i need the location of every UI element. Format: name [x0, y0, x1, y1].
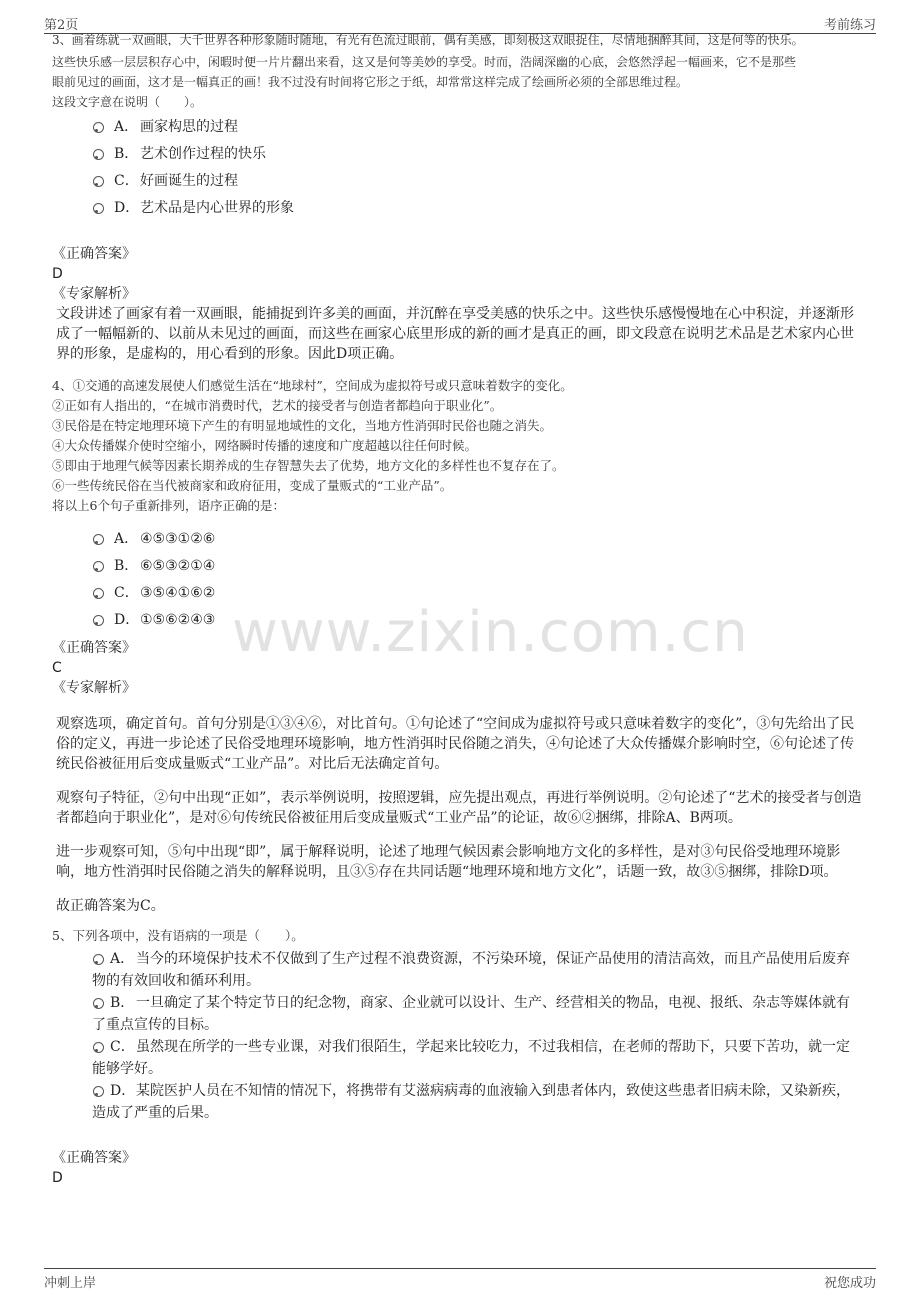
q5-option-c[interactable] [52, 1036, 862, 1080]
option-text: 画家构思的过程 [140, 119, 238, 135]
option-text: 当今的环境保护技术不仅做到了生产过程不浪费资源，不污染环境，保证产品使用的清洁高效，而且产品使用后废弃物的有效回收和循环利用。 [92, 951, 850, 989]
q3-option-d[interactable] [52, 197, 862, 224]
option-text: ⑥⑤③②①④ [140, 558, 216, 574]
q4-answer: C [52, 660, 62, 676]
radio-icon[interactable] [93, 1086, 104, 1097]
option-text: 好画诞生的过程 [140, 173, 238, 189]
option-text: ④⑤③①②⑥ [140, 531, 216, 547]
option-text: 某院医护人员在不知情的情况下，将携带有艾滋病病毒的血液输入到患者体内，致使这些患者旧病未除，又染新疾，造成了严重的后果。 [92, 1083, 850, 1121]
q4-options [52, 528, 862, 636]
question-5 [52, 926, 862, 1188]
q3-passage-line: 眼前见过的画面，这才是一幅真正的画！我不过没有时间将它形之于纸，却常常这样完成了绘画所必须的全部思维过程。 [52, 75, 689, 89]
q4-option-a[interactable] [52, 528, 862, 555]
q5-option-b[interactable] [52, 992, 862, 1036]
q3-option-a[interactable] [52, 116, 862, 143]
q4-question: 将以上6个句子重新排列，语序正确的是： [52, 498, 285, 513]
q3-passage-line: 3、画着练就一双画眼，大千世界各种形象随时随地，有光有色流过眼前，偶有美感，即刻极这双眼捉住，尽情地捆醉其间，这是何等的快乐。 [52, 34, 804, 46]
q3-answer-label: 《正确答案》 [52, 246, 136, 262]
footer-left-text: 冲刺上岸 [44, 1276, 97, 1291]
q3-passage-line: 这些快乐感一层层积存心中，闲暇时便一片片翻出来看，这又是何等美妙的享受。时而，浩阔深幽的心底，会悠然浮起一幅画来，它不是那些 [52, 55, 797, 69]
q4-analysis-label: 《专家解析》 [52, 680, 136, 696]
option-text: 虽然现在所学的一些专业课，对我们很陌生，学起来比较吃力，不过我相信，在老师的帮助下，只要下苦功，就一定能够学好。 [92, 1039, 850, 1077]
option-letter: D． [114, 612, 140, 628]
q5-answer-label: 《正确答案》 [52, 1150, 136, 1166]
q4-sentence: ②正如有人指出的，“在城市消费时代，艺术的接受者与创造者都趋向于职业化”。 [52, 398, 503, 413]
q4-sentence: ④大众传播媒介使时空缩小，网络瞬时传播的速度和广度超越以往任何时候。 [52, 438, 478, 453]
page-content [52, 36, 862, 1188]
q4-analysis-paragraph: 观察句子特征，②句中出现“正如”，表示举例说明，按照逻辑，应先提出观点，再进行举例说明。②句论述了“艺术的接受者与创造者都趋向于职业化”，是对⑥句传统民俗被征用后变成量贩式“工业产品”的论证，故⑥②捆绑，排除A、B两项。 [56, 790, 862, 826]
option-text: 一旦确定了某个特定节日的纪念物，商家、企业就可以设计、生产、经营相关的物品，电视、报纸、杂志等媒体就有了重点宣传的目标。 [92, 995, 850, 1033]
q4-sentence: ⑤即由于地理气候等因素长期养成的生存智慧失去了优势，地方文化的多样性也不复存在了。 [52, 458, 565, 473]
radio-icon[interactable] [93, 203, 104, 214]
q5-option-a[interactable] [52, 948, 862, 992]
q5-answer: D [52, 1170, 63, 1186]
q3-analysis: 文段讲述了画家有着一双画眼，能捕捉到许多美的画面，并沉醉在享受美感的快乐之中。这些快乐感慢慢地在心中积淀，并逐渐形成了一幅幅新的、以前从未见过的画面，而这些在画家心底里形成的新的画才是真正的画，即文段意在说明艺术品是艺术家内心世界的形象，是虚构的，用心看到的形象。因此D项正确。 [56, 306, 854, 362]
q4-sentence: ⑥一些传统民俗在当代被商家和政府征用，变成了量贩式的“工业产品”。 [52, 478, 453, 493]
q5-options [52, 948, 862, 1124]
radio-icon[interactable] [93, 122, 104, 133]
q3-answer: D [52, 266, 63, 282]
q4-analysis-paragraph: 观察选项，确定首句。首句分别是①③④⑥，对比首句。①句论述了“空间成为虚拟符号或只意味着数字的变化”，③句先给出了民俗的定义，再进一步论述了民俗受地理环境影响，地方性消弭时民俗随之消失，④句论述了大众传播媒介影响时空，⑥句论述了传统民俗被征用后变成量贩式“工业产品”。对比后无法确定首句。 [56, 716, 855, 772]
q4-option-b[interactable] [52, 555, 862, 582]
option-letter: C． [114, 173, 139, 189]
q4-analysis [52, 714, 862, 916]
option-letter: A． [110, 951, 135, 967]
watermark: www.zixin.com.cn [232, 600, 749, 665]
q4-sentence: 4、①交通的高速发展使人们感觉生活在“地球村”，空间成为虚拟符号或只意味着数字的变化。 [52, 378, 573, 393]
q4-answer-label: 《正确答案》 [52, 640, 136, 656]
radio-icon[interactable] [93, 998, 104, 1009]
q3-analysis-label: 《专家解析》 [52, 286, 136, 302]
q4-analysis-paragraph: 故正确答案为C。 [56, 898, 165, 914]
option-letter: B． [114, 558, 139, 574]
q4-sentence: ③民俗是在特定地理环境下产生的有明显地域性的文化，当地方性消弭时民俗也随之消失。 [52, 418, 553, 433]
option-letter: D． [110, 1083, 136, 1099]
q4-option-d[interactable] [52, 609, 862, 636]
q5-question: 5、下列各项中，没有语病的一项是（ ）。 [52, 928, 304, 943]
q4-option-c[interactable] [52, 582, 862, 609]
option-text: 艺术创作过程的快乐 [140, 146, 266, 162]
radio-icon[interactable] [93, 615, 104, 626]
footer-right-text: 祝您成功 [823, 1276, 876, 1291]
option-letter: A． [114, 531, 139, 547]
question-4 [52, 376, 862, 916]
option-text: ③⑤④①⑥② [140, 585, 216, 601]
option-text: ①⑤⑥②④③ [140, 612, 216, 628]
radio-icon[interactable] [93, 149, 104, 160]
question-3 [52, 34, 862, 364]
radio-icon[interactable] [93, 588, 104, 599]
option-letter: C． [114, 585, 139, 601]
option-text: 艺术品是内心世界的形象 [140, 200, 294, 216]
q3-options [52, 116, 862, 224]
q5-option-d[interactable] [52, 1080, 862, 1124]
footer-divider [44, 1268, 876, 1269]
option-letter: D． [114, 200, 140, 216]
radio-icon[interactable] [93, 1042, 104, 1053]
radio-icon[interactable] [93, 954, 104, 965]
option-letter: C． [110, 1039, 135, 1055]
header-page-number: 第2页 [44, 18, 79, 33]
q4-analysis-paragraph: 进一步观察可知，⑤句中出现“即”，属于解释说明，论述了地理气候因素会影响地方文化的多样性，是对③句民俗受地理环境影响，地方性消弭时民俗随之消失的解释说明，且③⑤存在共同话题“地理环境和地方文化”，话题一致，故③⑤捆绑，排除D项。 [56, 844, 841, 880]
option-letter: B． [114, 146, 139, 162]
header-title: 考前练习 [823, 18, 876, 33]
radio-icon[interactable] [93, 176, 104, 187]
radio-icon[interactable] [93, 561, 104, 572]
q3-question: 这段文字意在说明（ ）。 [52, 95, 203, 109]
option-letter: A． [114, 119, 139, 135]
option-letter: B． [110, 995, 135, 1011]
q3-option-c[interactable] [52, 170, 862, 197]
radio-icon[interactable] [93, 534, 104, 545]
q3-option-b[interactable] [52, 143, 862, 170]
